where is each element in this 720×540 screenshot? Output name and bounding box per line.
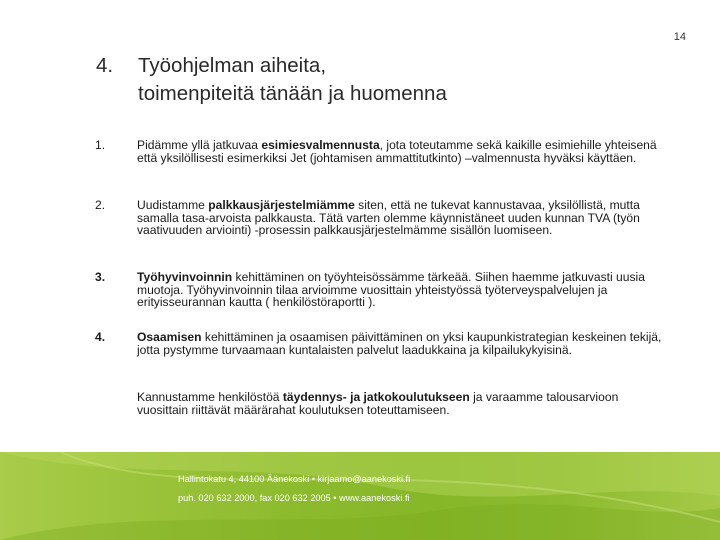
heading-number: 4. (96, 54, 114, 77)
page-number: 14 (673, 31, 686, 43)
item-text-bold: Osaamisen (137, 330, 202, 344)
item-text-post: kehittäminen ja osaamisen päivittäminen on yksi kaupunkistrategian keskeinen tekijä, jotta pystymme turvaamaan kuntalaisten palvelut laadukkaina ja kilpailukykyisinä. (137, 330, 662, 357)
item-text-post: , jota toteutamme sekä kaikille esimiehille yhteisenä että yksilöllisesti esimerkiksi Jet (johtamisen ammattitutkinto) –valmennusta hyväksi käyttäen. (137, 138, 657, 165)
item-text-bold: palkkausjärjestelmiämme (208, 198, 355, 212)
item-text (137, 331, 662, 356)
item-text-post: kehittäminen on työyhteisössämme tärkeää. Siihen haemme jatkuvasti uusia muotoja. Työhyvinvoinnin tilaa arvioimme vuosittain yhteistyössä työterveyspalvelujen ja erityisseurannan kautta ( henkilöstöraportti ). (137, 270, 645, 309)
closing-text-post: ja varaamme talousarvioon vuosittain riittävät määrärahat koulutuksen toteuttamiseen. (137, 390, 619, 417)
footer-address: Hallintokatu 4, 44100 Äänekoski • kirjaamo@aanekoski.fi (178, 474, 411, 484)
heading-line-2: toimenpiteitä tänään ja huomenna (138, 82, 447, 105)
item-text (137, 199, 662, 237)
item-text-bold: Työhyvinvoinnin (137, 270, 233, 284)
closing-text-bold: täydennys- ja jatkokoulutukseen (282, 390, 470, 404)
heading-text (138, 52, 618, 108)
item-number: 1. (95, 138, 106, 152)
item-text-pre: Pidämme yllä jatkuvaa (137, 138, 262, 152)
footer-banner (0, 452, 720, 540)
item-text-bold: esimiesvalmennusta (261, 138, 380, 152)
item-number: 2. (95, 198, 106, 212)
item-text (137, 271, 662, 309)
item-number: 4. (95, 330, 106, 344)
closing-text (137, 391, 662, 416)
item-text-post: siten, että ne tukevat kannustavaa, yksilöllistä, mutta samalla tasa-arvoista palkkausta. Tätä varten olemme käynnistäneet uuden kunnan TVA (työn vaativuuden arviointi) -prosessin palkkausjärjestelmämme sisällön luomiseen. (137, 198, 640, 237)
footer-contact: puh. 020 632 2000, fax 020 632 2005 • www.aanekoski.fi (178, 493, 410, 503)
closing-text-pre: Kannustamme henkilöstöä (137, 390, 283, 404)
item-text (137, 139, 662, 164)
item-text-pre: Uudistamme (137, 198, 209, 212)
item-number: 3. (95, 270, 106, 284)
heading-line-1: Työohjelman aiheita, (138, 54, 327, 77)
